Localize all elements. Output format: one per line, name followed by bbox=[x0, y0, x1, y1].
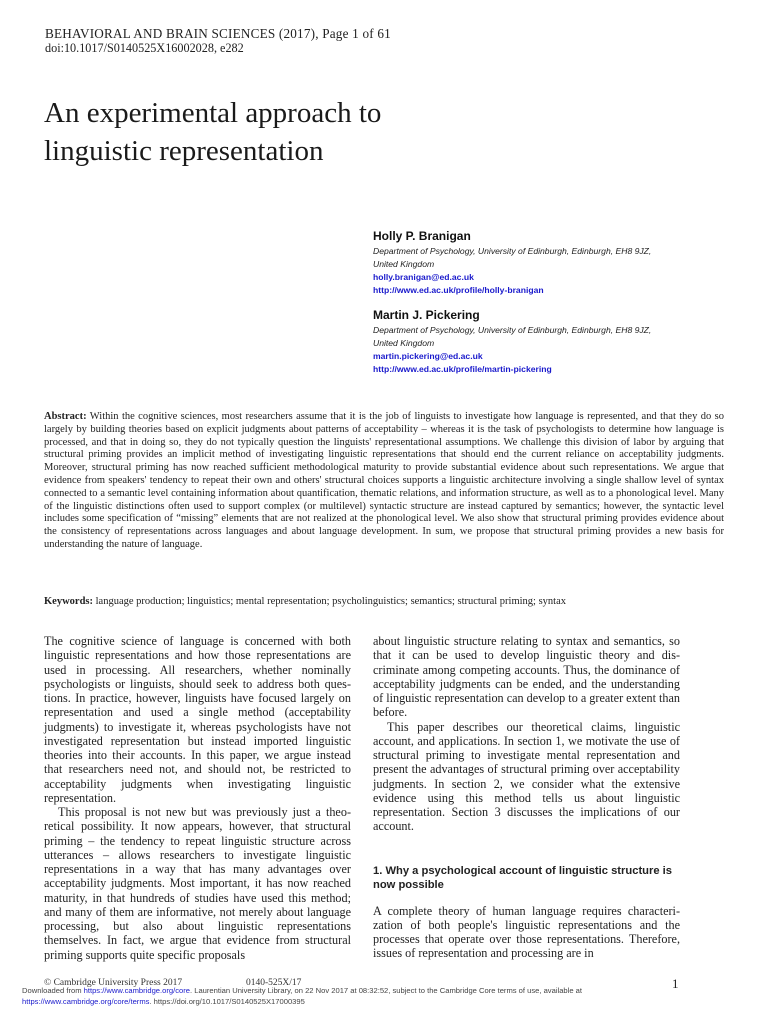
copyright-notice: © Cambridge University Press 2017 bbox=[44, 978, 183, 988]
keywords-label: Keywords: bbox=[44, 596, 93, 607]
body-paragraph: This paper describes our theoretical claims, linguistic account, and applications. In section 1, we motivate the use of structural priming to investigate mental representation and present the advantages of structural priming over acceptability judgments. In section 2, we consider what the extensive evidence using this method tells us about linguistic representation. Section 3 discusses the implications of our account. bbox=[373, 719, 680, 834]
title-line: An experimental approach to bbox=[44, 97, 382, 129]
author-affiliation: Department of Psychology, University of Edinburgh, Edinburgh, EH8 9JZ, bbox=[373, 246, 652, 256]
body-paragraph: about linguistic structure relating to syntax and semantics, so that it can be used to develop linguistic theory and discriminate among competing accounts. Thus, the dominance of acceptability judgments can be ended, and the understanding of linguistic representation can develop to a greater extent than before. bbox=[373, 634, 680, 720]
author-profile-link[interactable]: http://www.ed.ac.uk/profile/holly-branigan bbox=[373, 285, 544, 295]
author-affiliation: Department of Psychology, University of Edinburgh, Edinburgh, EH8 9JZ, bbox=[373, 325, 652, 335]
author-affiliation: United Kingdom bbox=[373, 259, 435, 269]
author-block bbox=[373, 228, 703, 386]
page-number: 1 bbox=[672, 976, 679, 991]
download-prefix: Downloaded from bbox=[22, 986, 84, 995]
title-line: linguistic representation bbox=[44, 135, 324, 167]
body-paragraph: A complete theory of human language requires characterization of both people's linguistic representations and the processes that operate over those representations. Therefore, issues of representation and processing are in bbox=[373, 903, 680, 961]
article-doi: doi:10.1017/S0140525X16002028, e282 bbox=[45, 41, 244, 55]
terms-link[interactable]: https://www.cambridge.org/core/terms bbox=[22, 997, 150, 1006]
cambridge-core-link[interactable]: https://www.cambridge.org/core bbox=[83, 986, 190, 995]
author-affiliation: United Kingdom bbox=[373, 338, 435, 348]
section-heading: 1. Why a psychological account of linguistic structure is now possible bbox=[373, 864, 673, 891]
body-column-right bbox=[373, 634, 680, 961]
body-paragraph: The cognitive science of language is concerned with both linguistic representations and how those representations are used in processing. All researchers, whether nominally psychologists or linguists, should seek to address both questions. In practice, however, linguists have focused largely on representation and used a single method (acceptability judgments) to investigate it, whereas psychologists have not investigated representation but instead imported linguistic theories into their accounts. In this paper, we argue instead that researchers need not, and should not, be restricted to acceptability judgments when investigating linguistic representation. bbox=[44, 634, 351, 805]
journal-title: BEHAVIORAL AND BRAIN SCIENCES (2017), Page 1 of 61 bbox=[45, 26, 391, 41]
keywords bbox=[44, 595, 724, 608]
article-title bbox=[44, 94, 514, 170]
author-entry bbox=[373, 228, 703, 297]
download-notice bbox=[22, 985, 742, 1007]
author-name: Martin J. Pickering bbox=[373, 308, 480, 322]
download-details: . Laurentian University Library, on 22 Nov 2017 at 08:32:52, subject to the Cambridge Core terms of use, available at bbox=[190, 986, 582, 995]
running-header bbox=[45, 26, 725, 56]
author-email-link[interactable]: martin.pickering@ed.ac.uk bbox=[373, 351, 483, 361]
body-paragraph: This proposal is not new but was previously just a theoretical possibility. It now appears, however, that structural priming – the tendency to repeat linguistic structure across utterances – allows researchers to investigate linguistic representations in a way that has many advantages over acceptability judgments. Most important, it has now reached maturity, in that hundreds of studies have used this method; and many of them are informative, not merely about language processing, but also about linguistic representations themselves. In fact, we argue that evidence from structural priming supports quite specific proposals bbox=[44, 805, 351, 962]
body-column-left bbox=[44, 634, 351, 962]
abstract bbox=[44, 411, 724, 552]
download-doi: . https://doi.org/10.1017/S0140525X17000395 bbox=[149, 997, 305, 1006]
author-profile-link[interactable]: http://www.ed.ac.uk/profile/martin-pickering bbox=[373, 364, 552, 374]
abstract-text: Within the cognitive sciences, most researchers assume that it is the job of linguists to investigate how language is represented, and that they do so largely by building theories based on explicit judgments about patterns of acceptability – whereas it is the task of psychologists to determine how language is processed, and that in doing so, they do not typically question the linguists' representational assumptions. We challenge this division of labor by arguing that structural priming provides an implicit method of investigating linguistic representations that should end the current reliance on acceptability judgments. Moreover, structural priming has now reached sufficient methodological maturity to provide substantial evidence about such representations. We argue that evidence from speakers' tendency to repeat their own and others' structural choices supports a linguistic architecture involving a single shallow level of syntax connected to a semantic level containing information about quantification, thematic relations, and information structure, as well as to a phonological level. Many of the linguistic distinctions often used to support complex (or multilevel) syntactic structure are instead captured by semantics; however, the syntactic level includes some specification of “missing” elements that are not realized at the phonological level. We also show that structural priming provides evidence about the consistency of representations across languages and about language development. In sum, we propose that structural priming provides a new basis for understanding the nature of language. bbox=[44, 411, 724, 550]
author-name: Holly P. Branigan bbox=[373, 229, 471, 243]
author-email-link[interactable]: holly.branigan@ed.ac.uk bbox=[373, 272, 474, 282]
abstract-label: Abstract: bbox=[44, 411, 87, 422]
author-entry bbox=[373, 307, 703, 376]
issn: 0140-525X/17 bbox=[246, 978, 302, 988]
keywords-text: language production; linguistics; mental representation; psycholinguistics; semantics; structural priming; syntax bbox=[95, 596, 566, 607]
